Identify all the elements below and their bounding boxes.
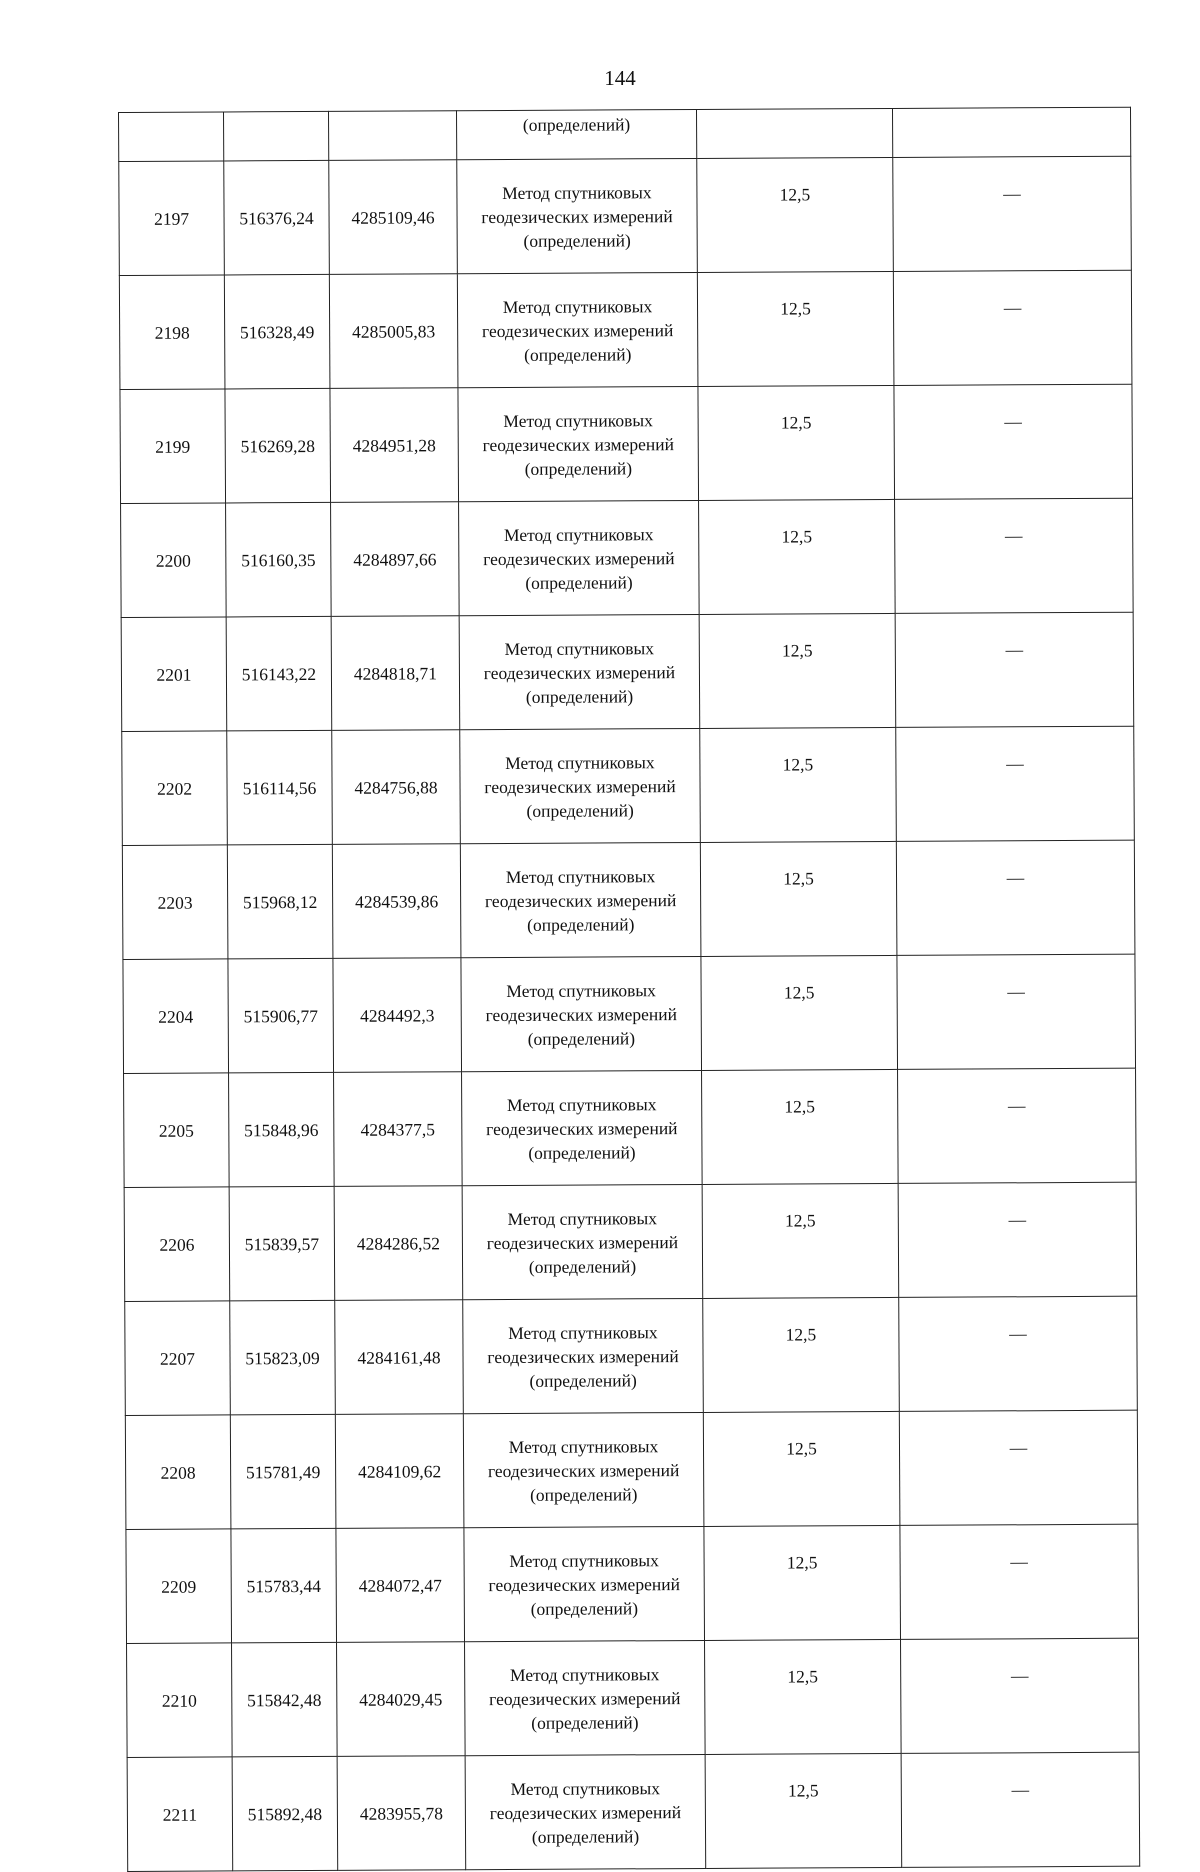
method-line: Метод спутниковых [509,1549,659,1571]
x-coordinate-cell: 516160,35 [226,502,332,617]
table-row [121,498,1134,617]
method-line: (определений) [527,913,635,935]
y-coordinate-cell: 4284377,5 [334,1072,463,1187]
description-cell [893,270,1132,385]
point-number-cell: 2203 [122,845,228,960]
method-line: геодезических измерений [483,661,676,683]
description-cell [900,1524,1139,1639]
description-cell [895,612,1134,727]
method-line: геодезических измерений [482,433,674,455]
accuracy-cell: 12,5 [701,955,898,1070]
point-number-cell: 2198 [119,275,225,390]
method-cell [457,272,698,387]
description-cell [897,954,1136,1069]
method-line: геодезических измерений [484,889,677,911]
y-coordinate-cell: 4284029,45 [337,1642,466,1757]
y-coordinate-cell: 4285109,46 [329,160,458,275]
description-value: — [1004,411,1022,432]
point-number-cell: 2200 [121,503,227,618]
y-coordinate-cell: 4284286,52 [334,1186,463,1301]
method-line: (определений) [531,1711,639,1733]
method-line: (определений) [530,1483,638,1505]
y-coordinate-cell: 4284492,3 [333,958,462,1073]
method-line: (определений) [523,229,631,251]
method-cell [463,1412,704,1527]
x-coordinate-cell: 516328,49 [224,274,330,389]
table-row [123,954,1136,1073]
point-cell [119,112,224,162]
method-line: (определений) [530,1597,639,1619]
description-cell [892,107,1130,157]
x-coordinate-cell: 515968,12 [227,844,333,959]
method-cell [459,614,700,729]
method-cell [460,728,701,843]
method-cell [465,1754,706,1869]
y-coordinate-cell: 4284539,86 [332,844,461,959]
description-cell [894,384,1133,499]
point-number-cell: 2202 [122,731,228,846]
method-cell [465,1640,706,1755]
description-cell [895,498,1134,613]
accuracy-cell: 12,5 [703,1411,900,1526]
x-coordinate-cell: 516143,22 [226,616,332,731]
method-line: (определений) [528,1255,637,1277]
method-line: Метод спутниковых [503,409,653,431]
table-row [122,726,1135,845]
method-cell [461,956,702,1071]
table-row [127,1752,1140,1871]
description-value: — [1010,1551,1028,1572]
accuracy-cell: 12,5 [700,727,897,842]
method-line: Метод спутниковых [502,181,652,203]
point-number-cell: 2205 [124,1073,230,1188]
description-cell [893,156,1132,271]
method-line: (определений) [529,1369,637,1391]
x-coordinate-cell: 515892,48 [232,1756,338,1871]
description-cell [901,1638,1140,1753]
method-line: Метод спутниковых [502,295,653,317]
point-number-cell: 2211 [127,1757,233,1872]
point-number-cell: 2207 [125,1301,231,1416]
page-number: 144 [604,66,636,90]
description-cell [898,1182,1137,1297]
point-number-cell: 2208 [125,1415,231,1530]
x-coordinate-cell: 515781,49 [230,1414,336,1529]
y-coordinate-cell: 4285005,83 [329,274,458,389]
method-line: геодезических измерений [487,1345,679,1367]
x-coordinate-cell: 515906,77 [228,958,334,1073]
method-line: Метод спутниковых [505,751,655,773]
method-line: Метод спутниковых [504,637,655,659]
x-cell [224,111,329,161]
description-value: — [1007,1095,1026,1116]
y-coordinate-cell: 4284951,28 [330,388,459,503]
description-cell [899,1296,1138,1411]
accuracy-cell [696,108,892,158]
x-coordinate-cell: 515848,96 [229,1072,335,1187]
method-line: Метод спутниковых [506,1093,657,1115]
description-value: — [1006,867,1025,888]
table-row [125,1410,1138,1529]
method-line: (определений) [526,799,634,821]
accuracy-cell: 12,5 [702,1069,899,1184]
method-cell [464,1526,705,1641]
accuracy-cell: 12,5 [700,841,897,956]
y-coordinate-cell: 4284161,48 [335,1300,464,1415]
method-line: Метод спутниковых [509,1663,660,1685]
method-line: Метод спутниковых [508,1435,659,1457]
y-cell [328,111,456,161]
y-coordinate-cell: 4284818,71 [331,616,460,731]
x-coordinate-cell: 515823,09 [230,1300,336,1415]
method-line: геодезических измерений [485,1003,677,1025]
accuracy-cell: 12,5 [697,157,894,272]
method-line: геодезических измерений [481,205,673,227]
description-cell [898,1068,1137,1183]
method-line: (определений) [525,571,633,593]
point-number-cell: 2209 [126,1529,232,1644]
coordinates-table-body [119,107,1140,1871]
method-line: геодезических измерений [489,1687,681,1709]
description-cell [896,726,1135,841]
point-number-cell: 2206 [124,1187,230,1302]
method-cell [457,158,698,273]
method-line: (определений) [524,457,633,479]
description-cell [901,1752,1140,1867]
x-coordinate-cell: 515783,44 [231,1528,337,1643]
method-line: Метод спутниковых [507,1207,658,1229]
y-coordinate-cell: 4284756,88 [332,730,461,845]
description-value: — [1011,1779,1030,1800]
method-cell [459,500,700,615]
point-number-cell: 2204 [123,959,229,1074]
method-line: геодезических измерений [489,1801,682,1823]
x-coordinate-cell: 516376,24 [224,160,330,275]
accuracy-cell: 12,5 [697,271,894,386]
x-coordinate-cell: 516114,56 [227,730,333,845]
table-row [124,1068,1137,1187]
method-cell [463,1298,704,1413]
table-row [127,1638,1140,1757]
coordinates-table-wrapper [118,107,1139,1872]
coordinates-table [118,107,1140,1872]
description-value: — [1005,639,1024,660]
table-row [121,612,1134,731]
method-line: (определений) [524,343,632,365]
method-cell [458,386,699,501]
point-number-cell: 2210 [127,1643,233,1758]
x-coordinate-cell: 515842,48 [232,1642,338,1757]
accuracy-cell: 12,5 [699,499,896,614]
description-value: — [1004,525,1023,546]
method-cell: (определений) [456,109,696,159]
x-coordinate-cell: 515839,57 [229,1186,335,1301]
description-cell [899,1410,1138,1525]
description-value: — [1003,183,1021,204]
method-line: геодезических измерений [488,1573,680,1595]
y-coordinate-cell: 4284897,66 [331,502,460,617]
description-value: — [1009,1437,1028,1458]
description-value: — [1007,981,1025,1002]
table-row [124,1182,1137,1301]
table-row [126,1524,1139,1643]
method-line: геодезических измерений [481,319,674,341]
method-line: (определений) [527,1027,636,1049]
method-line: (определений) [525,685,634,707]
table-row [119,270,1132,389]
point-number-cell: 2199 [120,389,226,504]
method-line: Метод спутниковых [510,1777,661,1799]
y-coordinate-cell: 4284072,47 [336,1528,465,1643]
method-line: геодезических измерений [487,1459,680,1481]
accuracy-cell: 12,5 [702,1183,899,1298]
method-line: геодезических измерений [484,775,676,797]
accuracy-cell: 12,5 [705,1639,902,1754]
accuracy-cell: 12,5 [705,1753,902,1868]
method-line: Метод спутниковых [505,865,656,887]
x-coordinate-cell: 516269,28 [225,388,331,503]
accuracy-cell: 12,5 [698,385,895,500]
description-value: — [1006,753,1024,774]
y-coordinate-cell: 4283955,78 [337,1756,466,1871]
method-cell [460,842,701,957]
method-line: Метод спутниковых [508,1321,658,1343]
method-line: геодезических измерений [486,1231,679,1253]
method-line: (определений) [528,1141,636,1163]
method-line: Метод спутниковых [506,979,656,1001]
method-line: Метод спутниковых [503,523,654,545]
method-line: геодезических измерений [486,1117,678,1139]
description-value: — [1003,297,1022,318]
table-row [119,156,1132,275]
description-value: — [1010,1665,1029,1686]
method-line: (определений) [531,1825,640,1847]
method-cell [462,1184,703,1299]
accuracy-cell: 12,5 [703,1297,900,1412]
description-value: — [1008,1209,1027,1230]
point-number-cell: 2201 [121,617,227,732]
accuracy-cell: 12,5 [704,1525,901,1640]
accuracy-cell: 12,5 [699,613,896,728]
table-row [120,384,1133,503]
description-value: — [1009,1323,1027,1344]
point-number-cell: 2197 [119,161,225,276]
table-row [122,840,1135,959]
method-line: геодезических измерений [483,547,675,569]
y-coordinate-cell: 4284109,62 [335,1414,464,1529]
method-cell [462,1070,703,1185]
table-row-continued [119,107,1131,161]
description-cell [896,840,1135,955]
table-row [125,1296,1138,1415]
